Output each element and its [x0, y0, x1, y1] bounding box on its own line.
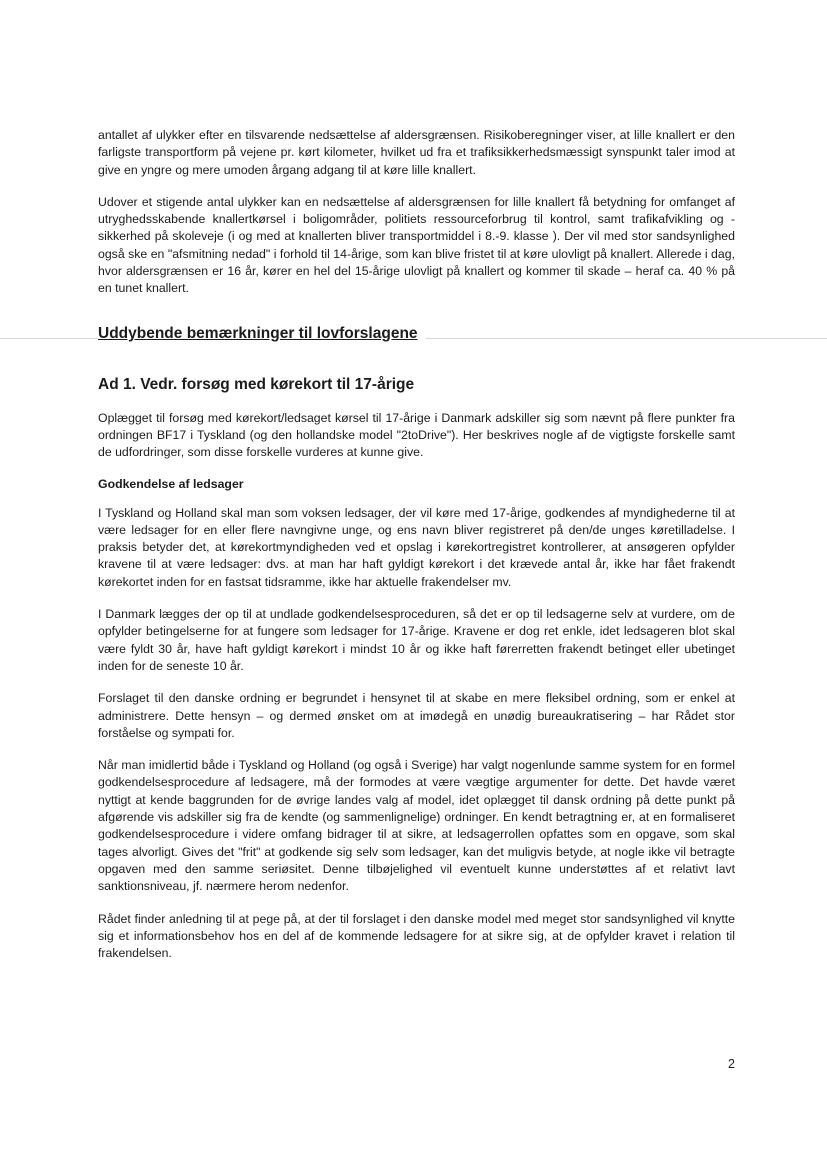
paragraph-information-need: Rådet finder anledning til at pege på, at der til forslaget i den danske model med meget stor sandsynlighed vil knytte sig et informationsbehov hos en del af de kommende ledsagere for at sikre sig, at de opfylder kravet i relation til frakendelsen.: [98, 911, 735, 961]
minor-heading: Godkendelse af ledsager: [98, 476, 244, 491]
page-content: [98, 127, 735, 977]
page-number: 2: [728, 1057, 735, 1071]
paragraph-denmark: I Danmark lægges der op til at undlade godkendelsesproceduren, så det er op til ledsagerne selv at vurdere, om de opfylder betingelserne for at fungere som ledsager for 17-årige. Kravene er dog ret enkle, idet ledsageren blot skal være fyldt 30 år, have haft gyldigt kørekort i mindst 10 år og ikke haft førerretten frakendt betinget eller ubetinget inden for de seneste 10 år.: [98, 607, 735, 673]
section-heading: Uddybende bemærkninger til lovforslagene: [98, 325, 426, 343]
subsection-heading: Ad 1. Vedr. forsøg med kørekort til 17-årige: [98, 375, 415, 393]
section-heading-block: [98, 320, 735, 376]
paragraph-accidents: antallet af ulykker efter en tilsvarende nedsættelse af aldersgrænsen. Risikoberegninger viser, at lille knallert er den farligste transportform på vejene pr. kørt kilometer, hvilket ud fra et trafiksikkerhedsmæssigt synspunkt taler imod at give en yngre og mere umoden årgang adgang til at køre lille knallert.: [98, 128, 735, 177]
paragraph-intro: Oplægget til forsøg med kørekort/ledsaget kørsel til 17-årige i Danmark adskiller sig som nævnt på flere punkter fra ordningen BF17 i Tyskland (og den hollandske model "2toDrive"). Her beskrives nogle af de vigtigste forskelle samt de udfordringer, som disse forskelle vurderes at kunne give.: [98, 410, 735, 460]
paragraph-proposal: Forslaget til den danske ordning er begrundet i hensynet til at skabe en mere fleksibel ordning, som er enkel at administrere. Dette hensyn – og dermed ønsket om at imødegå en unødig bureaukratisering – har Rådet stor forståelse og sympati for.: [98, 691, 735, 740]
paragraph-consequences: Udover et stigende antal ulykker kan en nedsættelse af aldersgrænsen for lille knallert få betydning for omfanget af utryghedsskabende knallertkørsel i boligområder, politiets ressourceforbrug til kontrol, samt trafikafvikling og -sikkerhed på skoleveje (i og med at knallerten bliver transportmiddel i 8.-9. klasse ). Der vil med stor sandsynlighed også ske en "afsmitning nedad" i forhold til 14-årige, som kan blive fristet til at køre ulovligt på knallert. Allerede i dag, hvor aldersgrænsen er 16 år, kører en hel del 15-årige ulovligt på knallert og kommer til skade – heraf ca. 40 % på en tunet knallert.: [98, 194, 735, 296]
paragraph-argument: Når man imidlertid både i Tyskland og Holland (og også i Sverige) har valgt nogenlunde samme system for en formel godkendelsesprocedure af ledsagere, må der formodes at være vægtige argumenter for dette. Det havde været nyttigt at kende baggrunden for de øvrige landes valg af model, idet oplægget til dansk ordning på dette punkt på afgørende vis adskiller sig fra de kendte (og sammenlignelige) ordninger. En kendt betragtning er, at en formaliseret godkendelsesprocedure i videre omfang bidrager til at sikre, at ledsagerrollen opfattes som en opgave, som skal tages alvorligt. Gives det "frit" at godkende sig selv som ledsager, kan det muligvis betyde, at nogle ikke vil betragte opgaven med den samme seriøsitet. Denne tilbøjelighed vil eventuelt kunne understøttes af et relativt lavt sanktionsniveau, jf. nærmere herom nedenfor.: [98, 758, 735, 894]
paragraph-germany-holland: I Tyskland og Holland skal man som voksen ledsager, der vil køre med 17-årige, godkendes af myndighederne til at være ledsager for en eller flere navngivne unge, og ens navn bliver registreret på den/de unges køretilladelse. I praksis betyder det, at kørekortmyndigheden ved et opslag i kørekortregistret kontrollerer, at ansøgeren opfylder kravene til at være ledsager: dvs. at man har haft gyldigt kørekort i det krævede antal år, ikke har fået frakendt kørekortet inden for en fastsat tidsramme, ikke har aktuelle frakendelser mv.: [98, 505, 735, 589]
